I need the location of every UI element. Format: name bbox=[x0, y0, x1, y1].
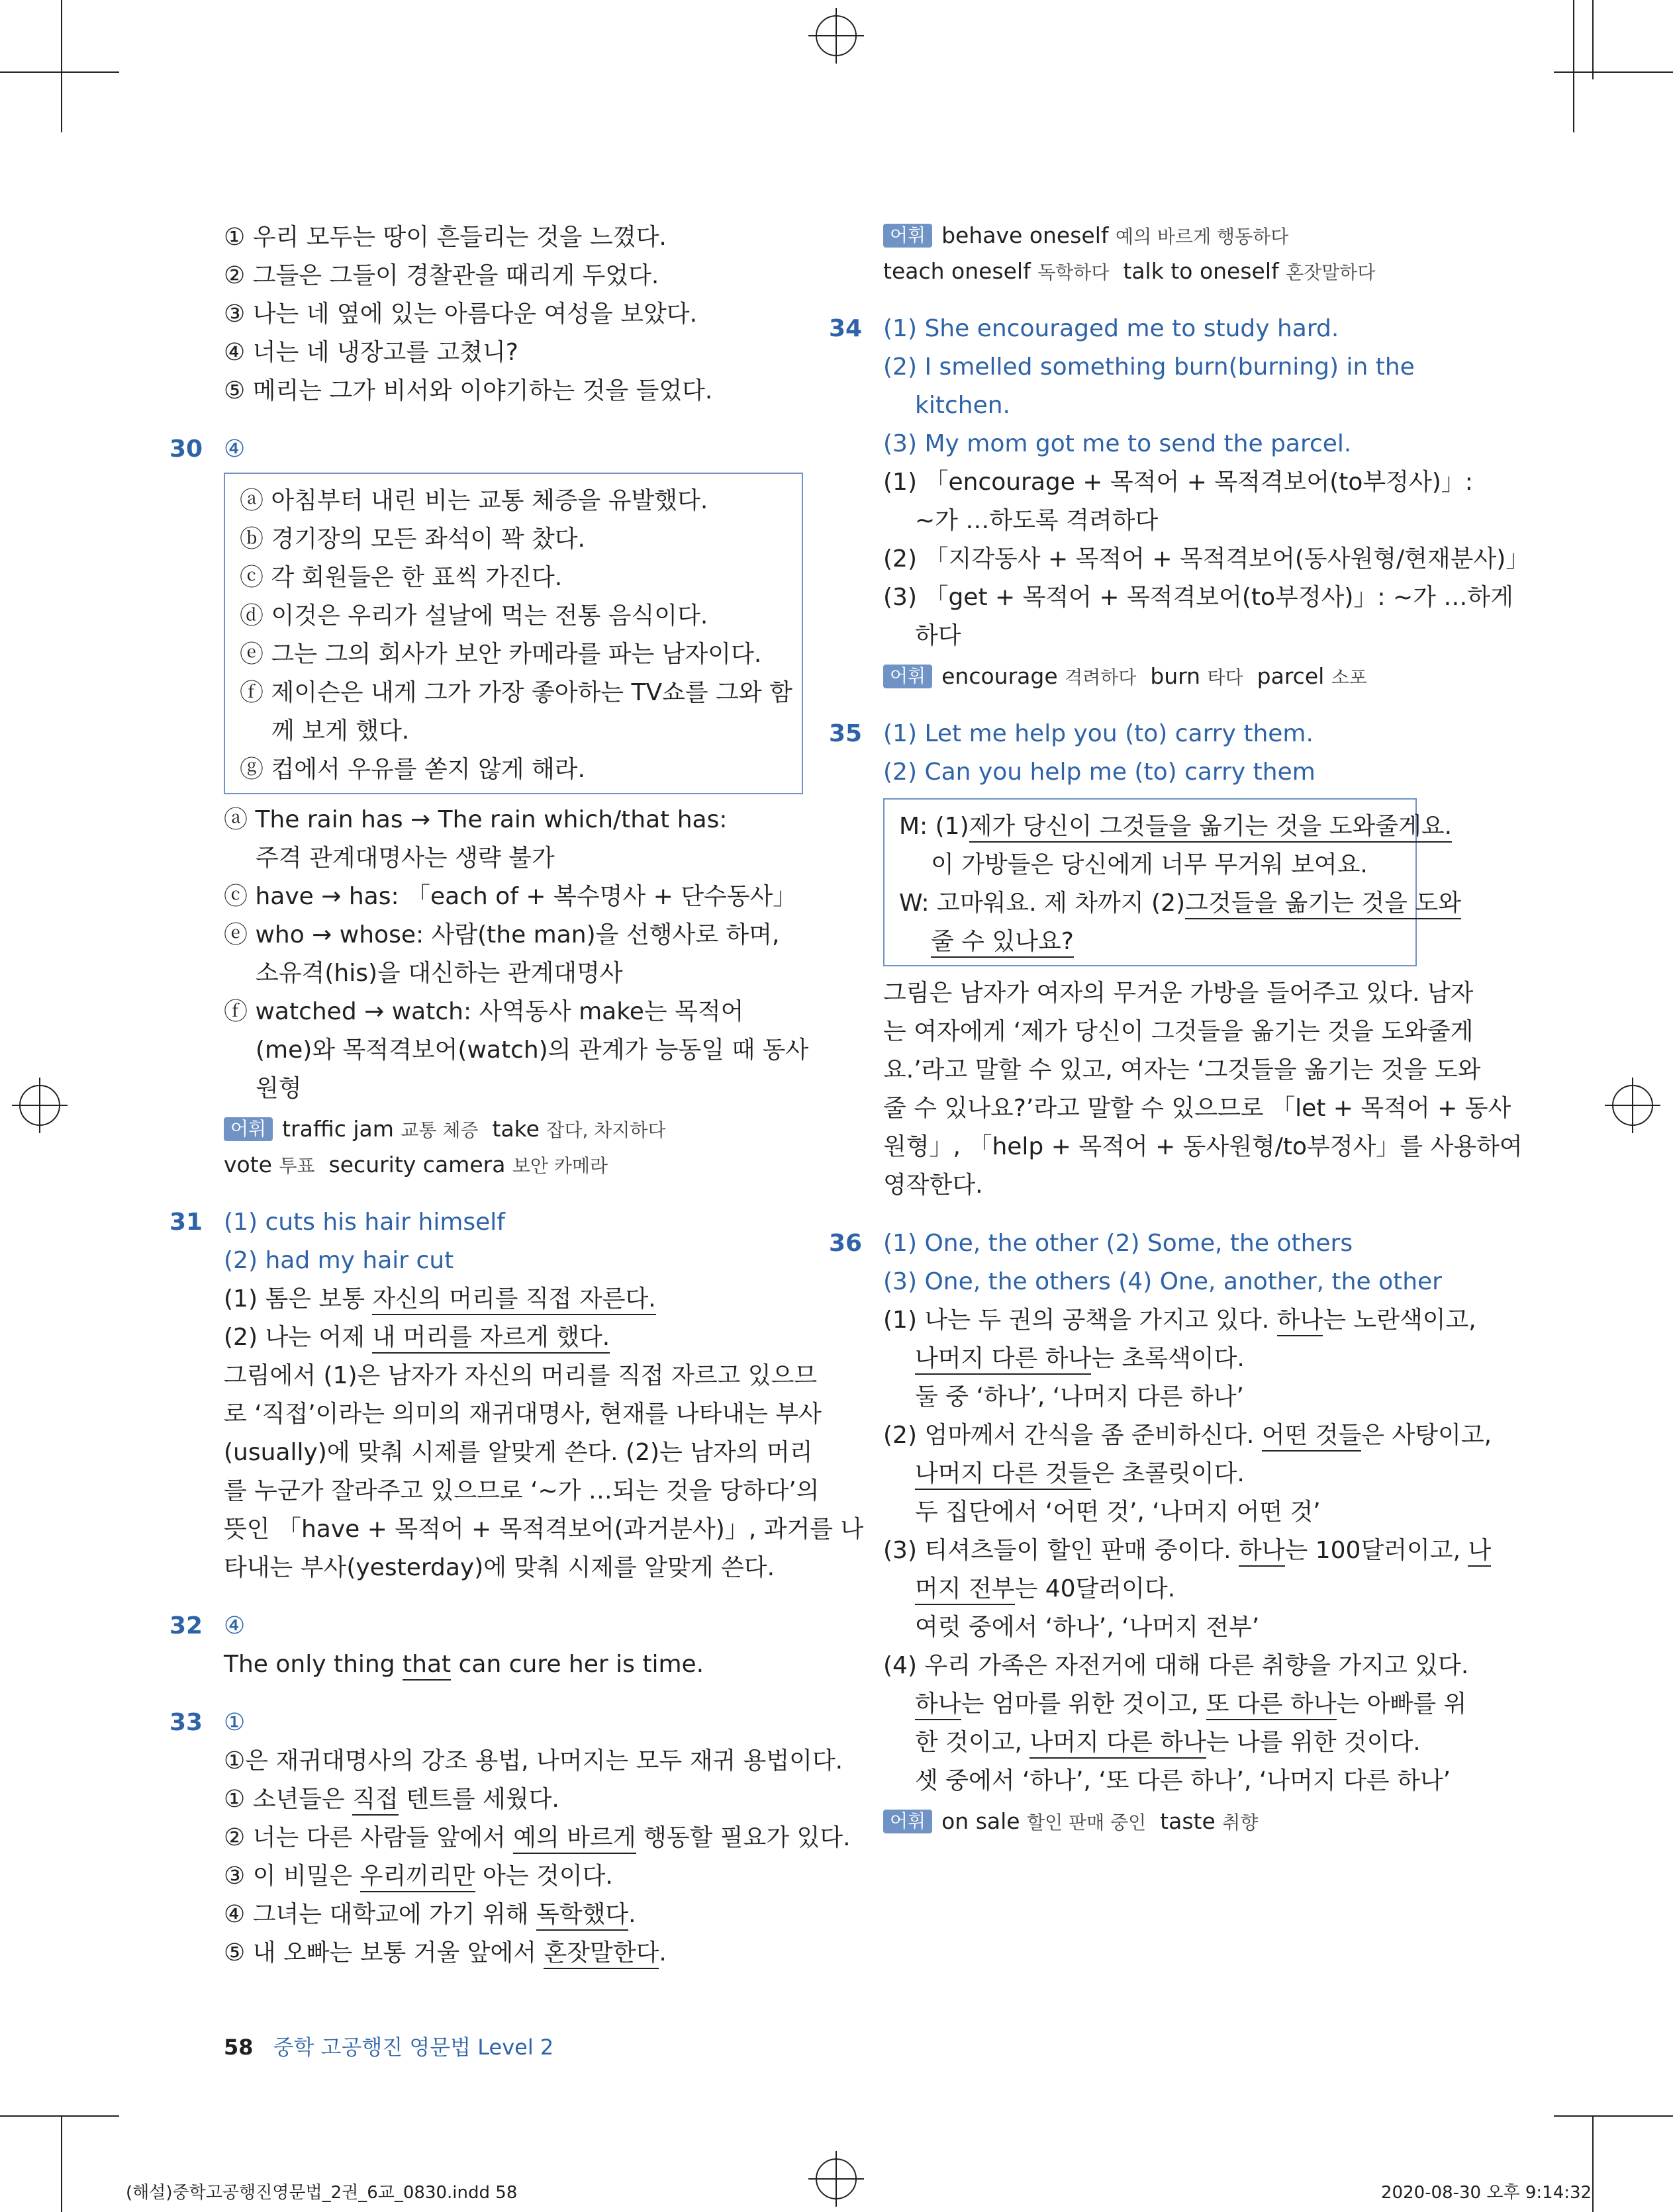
note-line: ⓕ watched → watch: 사역동사 make는 목적어 bbox=[224, 998, 744, 1025]
vocab-en: talk to oneself bbox=[1123, 258, 1279, 284]
explain-line: 로 ‘직접’이라는 의미의 재귀대명사, 현재를 나타내는 부사 bbox=[224, 1401, 822, 1428]
item-line: 나머지 다른 것들은 초콜릿이다. bbox=[883, 1455, 1417, 1493]
vocab-en: parcel bbox=[1257, 663, 1325, 689]
crop-mark bbox=[1554, 2115, 1673, 2117]
page-footer bbox=[224, 2031, 553, 2061]
item-line: 둘 중 ‘하나’, ‘나머지 다른 하나’ bbox=[915, 1383, 1244, 1410]
answer: (3) My mom got me to send the parcel. bbox=[883, 430, 1352, 457]
answer: ④ bbox=[224, 436, 246, 463]
crop-mark bbox=[0, 71, 119, 73]
q29-translations bbox=[224, 218, 803, 410]
vocab-ko: 예의 바르게 행동하다 bbox=[1116, 226, 1289, 248]
vocab-en: vote bbox=[224, 1152, 272, 1177]
note-line: ⓒ have → has: 「each of + 복수명사 + 단수동사」 bbox=[224, 883, 797, 910]
item-line: 하나는 엄마를 위한 것이고, 또 다른 하나는 아빠를 위 bbox=[883, 1685, 1417, 1724]
note-line: 주격 관계대명사는 생략 불가 bbox=[256, 845, 555, 872]
vocab-en: take bbox=[492, 1116, 540, 1142]
explain-line: (usually)에 맞춰 시제를 알맞게 쓴다. (2)는 남자의 머리 bbox=[224, 1439, 813, 1466]
page-number: 58 bbox=[224, 2035, 254, 2060]
answer: (1) cuts his hair himself bbox=[224, 1209, 505, 1236]
note-line: 원형 bbox=[256, 1075, 302, 1102]
vocab-block bbox=[883, 218, 1417, 290]
answer: (2) Can you help me (to) carry them bbox=[883, 759, 1315, 786]
item-line: ⑤ 내 오빠는 보통 거울 앞에서 혼잣말한다. bbox=[224, 1934, 803, 1972]
note-line: (2) 「지각동사 + 목적어 + 목적격보어(동사원형/현재분사)」 bbox=[883, 545, 1530, 573]
vocab-block bbox=[883, 1804, 1417, 1840]
explain-line: 요.’라고 말할 수 있고, 여자는 ‘그것들을 옮기는 것을 도와 bbox=[883, 1056, 1481, 1083]
vocab-en: security camera bbox=[328, 1152, 506, 1177]
vocab-en: on sale bbox=[941, 1808, 1020, 1834]
vocab-en: encourage bbox=[941, 663, 1058, 689]
item-line: (2) 엄마께서 간식을 좀 준비하신다. 어떤 것들은 사탕이고, bbox=[883, 1416, 1417, 1455]
item-line: (1) 나는 두 권의 공책을 가지고 있다. 하나는 노란색이고, bbox=[883, 1301, 1417, 1340]
vocab-ko: 격려하다 bbox=[1065, 667, 1137, 688]
vocab-ko: 할인 판매 중인 bbox=[1027, 1812, 1147, 1833]
question-number: 35 bbox=[829, 720, 863, 747]
crop-mark bbox=[1592, 2115, 1594, 2212]
item-line: 머지 전부는 40달러이다. bbox=[883, 1570, 1417, 1608]
note-line: ~가 …하도록 격려하다 bbox=[915, 507, 1159, 534]
item-line: (3) 티셔츠들이 할인 판매 중이다. 하나는 100달러이고, 나 bbox=[883, 1532, 1417, 1570]
question-35 bbox=[829, 715, 1523, 1205]
answer: (2) I smelled something burn(burning) in the bbox=[883, 353, 1415, 381]
dialogue-box bbox=[883, 798, 1461, 966]
question-number: 31 bbox=[169, 1209, 203, 1236]
translation-line: (1) 톰은 보통 자신의 머리를 직접 자른다. bbox=[224, 1280, 803, 1318]
box-line: ⓐ 아침부터 내린 비는 교통 체증을 유발했다. bbox=[240, 487, 708, 514]
vocab-tag: 어휘 bbox=[883, 665, 932, 688]
translation-line: ④ 너는 네 냉장고를 고쳤니? bbox=[224, 339, 518, 366]
note-line: (1) 「encourage + 목적어 + 목적격보어(to부정사)」: bbox=[883, 469, 1473, 496]
vocab-ko: 타다 bbox=[1207, 667, 1243, 688]
translation-line: ② 그들은 그들이 경찰관을 때리게 두었다. bbox=[224, 262, 659, 289]
question-number: 34 bbox=[829, 315, 863, 342]
item-line: ② 너는 다른 사람들 앞에서 예의 바르게 행동할 필요가 있다. bbox=[224, 1819, 803, 1857]
answer: (1) She encouraged me to study hard. bbox=[883, 315, 1339, 342]
answer: (1) One, the other (2) Some, the others bbox=[883, 1230, 1353, 1257]
box-line: ⓑ 경기장의 모든 좌석이 꽉 찼다. bbox=[240, 526, 585, 553]
lead-line: ①은 재귀대명사의 강조 용법, 나머지는 모두 재귀 용법이다. bbox=[224, 1747, 843, 1774]
dialogue-line: W: 고마워요. 제 차까지 (2)그것들을 옮기는 것을 도와 bbox=[899, 884, 1401, 923]
crop-mark bbox=[61, 2115, 62, 2212]
answer: (3) One, the others (4) One, another, the other bbox=[883, 1268, 1442, 1295]
note-line: 하다 bbox=[915, 622, 961, 649]
crop-mark bbox=[1592, 0, 1594, 79]
dialogue-line: M: (1)제가 당신이 그것들을 옮기는 것을 도와줄게요. bbox=[899, 807, 1401, 846]
question-number: 36 bbox=[829, 1230, 863, 1257]
vocab-ko: 보안 카메라 bbox=[512, 1155, 608, 1177]
note-line: ⓔ who → whose: 사람(the man)을 선행사로 하며, bbox=[224, 921, 780, 948]
vocab-ko: 잡다, 차지하다 bbox=[546, 1119, 666, 1141]
note-line: ⓐ The rain has → The rain which/that has: bbox=[224, 806, 728, 833]
vocab-ko: 소포 bbox=[1331, 667, 1367, 688]
item-line: 나머지 다른 하나는 초록색이다. bbox=[883, 1340, 1417, 1378]
item-line: 여럿 중에서 ‘하나’, ‘나머지 전부’ bbox=[915, 1614, 1260, 1641]
box-line: ⓔ 그는 그의 회사가 보안 카메라를 파는 남자이다. bbox=[240, 641, 762, 668]
translation-box bbox=[224, 473, 803, 794]
box-line: ⓓ 이것은 우리가 설날에 먹는 전통 음식이다. bbox=[240, 602, 708, 629]
explain-line: 타내는 부사(yesterday)에 맞춰 시제를 알맞게 쓴다. bbox=[224, 1554, 775, 1581]
translation-line: ① 우리 모두는 땅이 흔들리는 것을 느꼈다. bbox=[224, 224, 667, 251]
crop-mark bbox=[1573, 0, 1574, 132]
translation-line: ⑤ 메리는 그가 비서와 이야기하는 것을 들었다. bbox=[224, 377, 713, 404]
vocab-en: traffic jam bbox=[282, 1116, 394, 1142]
box-line: ⓖ 컵에서 우유를 쏟지 않게 해라. bbox=[240, 756, 585, 783]
item-line: 셋 중에서 ‘하나’, ‘또 다른 하나’, ‘나머지 다른 하나’ bbox=[915, 1767, 1451, 1794]
right-column bbox=[829, 218, 1530, 1840]
vocab-en: taste bbox=[1160, 1808, 1216, 1834]
item-line: 한 것이고, 나머지 다른 하나는 나를 위한 것이다. bbox=[883, 1724, 1417, 1762]
question-30 bbox=[169, 430, 809, 1183]
item-line: ① 소년들은 직접 텐트를 세웠다. bbox=[224, 1780, 803, 1819]
item-line: ③ 이 비밀은 우리끼리만 아는 것이다. bbox=[224, 1857, 803, 1896]
answer: (2) had my hair cut bbox=[224, 1247, 454, 1274]
vocab-en: burn bbox=[1150, 663, 1201, 689]
vocab-ko: 교통 체증 bbox=[401, 1119, 479, 1141]
explain-line: 줄 수 있나요?’라고 말할 수 있으므로 「let + 목적어 + 동사 bbox=[883, 1095, 1511, 1122]
box-line: ⓕ 제이슨은 내게 그가 가장 좋아하는 TV쇼를 그와 함 bbox=[240, 679, 792, 706]
print-slug-left: (해설)중학고공행진영문법_2권_6교_0830.indd 58 bbox=[126, 2183, 518, 2203]
crop-mark bbox=[1554, 71, 1673, 73]
box-line: ⓒ 각 회원들은 한 표씩 가진다. bbox=[240, 564, 563, 591]
vocab-tag: 어휘 bbox=[883, 1810, 932, 1833]
answer: ① bbox=[224, 1709, 246, 1736]
explain-line: 뜻인 「have + 목적어 + 목적격보어(과거분사)」, 과거를 나 bbox=[224, 1516, 864, 1543]
vocab-en: teach oneself bbox=[883, 258, 1031, 284]
vocab-block bbox=[224, 1112, 803, 1183]
translation-line: ③ 나는 네 옆에 있는 아름다운 여성을 보았다. bbox=[224, 300, 698, 328]
sentence: The only thing that can cure her is time. bbox=[224, 1645, 803, 1684]
registration-mark bbox=[808, 2151, 864, 2207]
box-line: 께 보게 했다. bbox=[271, 717, 410, 745]
vocab-tag: 어휘 bbox=[883, 224, 932, 248]
question-32 bbox=[169, 1607, 803, 1684]
item-line: ④ 그녀는 대학교에 가기 위해 독학했다. bbox=[224, 1896, 803, 1934]
translation-line: (2) 나는 어제 내 머리를 자르게 했다. bbox=[224, 1318, 803, 1357]
question-33 bbox=[169, 1704, 851, 1972]
registration-mark bbox=[1605, 1078, 1660, 1133]
question-number: 33 bbox=[169, 1709, 203, 1736]
explain-line: 는 여자에게 ‘제가 당신이 그것들을 옮기는 것을 도와줄게 bbox=[883, 1018, 1474, 1045]
question-number: 30 bbox=[169, 436, 203, 463]
item-line: 두 집단에서 ‘어떤 것’, ‘나머지 어떤 것’ bbox=[915, 1498, 1321, 1526]
vocab-ko: 독학하다 bbox=[1037, 261, 1110, 283]
note-line: (me)와 목적격보어(watch)의 관계가 능동일 때 동사 bbox=[256, 1037, 809, 1064]
answer: ④ bbox=[224, 1612, 246, 1639]
crop-mark bbox=[0, 2115, 119, 2117]
explain-line: 원형」, 「help + 목적어 + 동사원형/to부정사」를 사용하여 bbox=[883, 1133, 1523, 1160]
registration-mark bbox=[12, 1078, 68, 1133]
book-title: 중학 고공행진 영문법 Level 2 bbox=[273, 2035, 554, 2060]
explain-line: 를 누군가 잘라주고 있으므로 ‘~가 …되는 것을 당하다’의 bbox=[224, 1477, 820, 1504]
explain-line: 영작한다. bbox=[883, 1172, 983, 1199]
note-line: 소유격(his)을 대신하는 관계대명사 bbox=[256, 960, 623, 987]
question-number: 32 bbox=[169, 1612, 203, 1639]
note-line: (3) 「get + 목적어 + 목적격보어(to부정사)」: ~가 …하게 bbox=[883, 584, 1513, 611]
vocab-tag: 어휘 bbox=[224, 1117, 273, 1141]
registration-mark bbox=[808, 8, 864, 64]
explain-line: 그림은 남자가 여자의 무거운 가방을 들어주고 있다. 남자 bbox=[883, 980, 1474, 1007]
answer: (1) Let me help you (to) carry them. bbox=[883, 720, 1314, 747]
dialogue-line: 이 가방들은 당신에게 너무 무거워 보여요. bbox=[931, 851, 1368, 878]
vocab-ko: 취향 bbox=[1222, 1812, 1259, 1833]
vocab-block bbox=[883, 659, 1417, 695]
dialogue-line: 줄 수 있나요? bbox=[899, 923, 1401, 961]
question-34 bbox=[829, 310, 1530, 695]
crop-mark bbox=[61, 0, 62, 132]
item-line: (4) 우리 가족은 자전거에 대해 다른 취향을 가지고 있다. bbox=[883, 1652, 1469, 1679]
print-slug-right: 2020-08-30 오후 9:14:32 bbox=[1381, 2183, 1592, 2203]
answer: kitchen. bbox=[915, 392, 1010, 419]
explain-line: 그림에서 (1)은 남자가 자신의 머리를 직접 자르고 있으므 bbox=[224, 1362, 818, 1389]
vocab-en: behave oneself bbox=[941, 222, 1109, 248]
question-36 bbox=[829, 1224, 1492, 1840]
vocab-ko: 투표 bbox=[279, 1155, 315, 1177]
vocab-ko: 혼잣말하다 bbox=[1286, 261, 1376, 283]
